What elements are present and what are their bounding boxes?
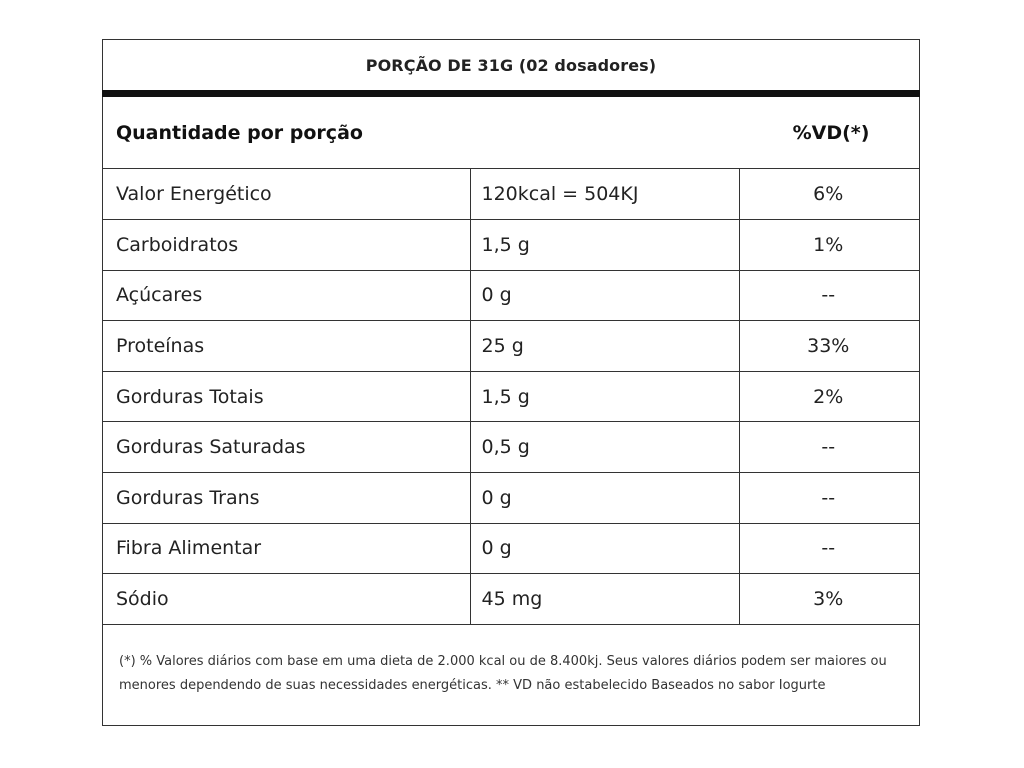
quantity-per-serving-heading: Quantidade por porção — [116, 121, 363, 144]
nutrient-amount: 1,5 g — [470, 371, 739, 422]
nutrient-amount: 1,5 g — [470, 220, 739, 271]
table-row — [103, 422, 919, 473]
nutrient-amount: 45 mg — [470, 574, 739, 625]
nutrient-name: Gorduras Totais — [103, 371, 470, 422]
table-row — [103, 270, 919, 321]
table-row — [103, 473, 919, 524]
nutrient-daily-value: -- — [739, 523, 919, 574]
nutrient-name: Gorduras Saturadas — [103, 422, 470, 473]
nutrient-amount: 120kcal = 504KJ — [470, 169, 739, 220]
nutrient-daily-value: 1% — [739, 220, 919, 271]
nutrient-amount: 0 g — [470, 473, 739, 524]
nutrient-name: Gorduras Trans — [103, 473, 470, 524]
nutrient-amount: 25 g — [470, 321, 739, 372]
nutrient-daily-value: -- — [739, 473, 919, 524]
table-row — [103, 169, 919, 220]
nutrient-name: Açúcares — [103, 270, 470, 321]
nutrient-name: Fibra Alimentar — [103, 523, 470, 574]
nutrient-amount: 0 g — [470, 270, 739, 321]
table-row — [103, 371, 919, 422]
thick-divider — [102, 90, 920, 97]
footnote: (*) % Valores diários com base em uma dieta de 2.000 kcal ou de 8.400kj. Seus valores diários podem ser maiores ou menores dependendo de suas necessidades energéticas. ** VD não estabelecido Baseados no sabor Iogurte — [119, 653, 887, 693]
table-row — [103, 574, 919, 625]
nutrient-daily-value: -- — [739, 422, 919, 473]
nutrient-amount: 0 g — [470, 523, 739, 574]
nutrient-amount: 0,5 g — [470, 422, 739, 473]
table-header — [103, 97, 919, 169]
nutrient-name: Valor Energético — [103, 169, 470, 220]
nutrient-table — [103, 169, 919, 625]
nutrient-daily-value: 3% — [739, 574, 919, 625]
nutrient-name: Proteínas — [103, 321, 470, 372]
table-row — [103, 523, 919, 574]
nutrient-daily-value: 6% — [739, 169, 919, 220]
serving-size-title: PORÇÃO DE 31G (02 dosadores) — [365, 55, 657, 75]
nutrient-daily-value: -- — [739, 270, 919, 321]
nutrient-name: Sódio — [103, 574, 470, 625]
table-row — [103, 321, 919, 372]
nutrition-facts-panel — [102, 39, 920, 726]
nutrient-daily-value: 33% — [739, 321, 919, 372]
nutrient-name: Carboidratos — [103, 220, 470, 271]
daily-value-heading: %VD(*) — [792, 121, 870, 144]
table-row — [103, 220, 919, 271]
nutrient-daily-value: 2% — [739, 371, 919, 422]
